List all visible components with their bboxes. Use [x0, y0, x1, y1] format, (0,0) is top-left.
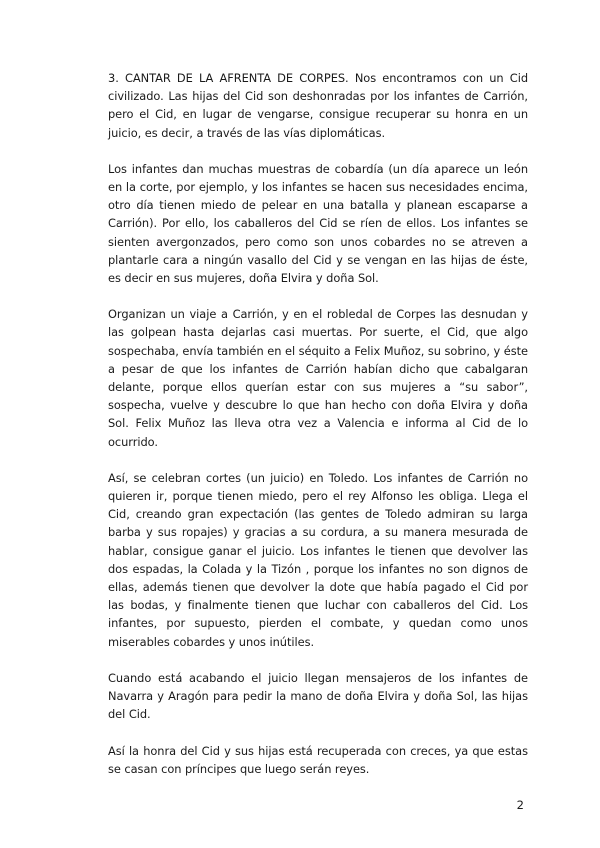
paragraph-mensajeros: Cuando está acabando el juicio llegan mensajeros de los infantes de Navarra y Aragón para pedir la mano de doña Elvira y doña Sol, las hijas del Cid.	[108, 670, 528, 722]
paragraph-cortes-toledo: Así, se celebran cortes (un juicio) en Toledo. Los infantes de Carrión no quieren ir, porque tienen miedo, pero el rey Alfonso les obliga. Llega el Cid, creando gran expectación (las gentes de Toledo admiran su larga barba y sus ropajes) y gracias a su cordura, a su manera mesurada de hablar, consigue ganar el juicio. Los infantes le tienen que devolver las dos espadas, la Colada y la Tizón , porque los infantes no son dignos de ellas, además tienen que devolver la dote que había pagado el Cid por las bodas, y finalmente tienen que luchar con caballeros del Cid. Los infantes, por supuesto, pierden el combate, y quedan como unos miserables cobardes y unos inútiles.	[108, 470, 528, 649]
paragraph-cobardia: Los infantes dan muchas muestras de cobardía (un día aparece un león en la corte, por ejemplo, y los infantes se hacen sus necesidades encima, otro día tienen miedo de pelear en una batalla y planean escaparse a Carrión). Por ello, los caballeros del Cid se ríen de ellos. Los infantes se sienten avergonzados, pero como son unos cobardes no se atreven a plantarle cara a ningún vasallo del Cid y se vengan en las hijas de éste, es decir en sus mujeres, doña Elvira y doña Sol.	[108, 161, 528, 286]
paragraph-robledal-corpes: Organizan un viaje a Carrión, y en el robledal de Corpes las desnudan y las golpean hasta dejarlas casi muertas. Por suerte, el Cid, que algo sospechaba, envía también en el séquito a Felix Muñoz, su sobrino, y éste a pesar de que los infantes de Carrión habían dicho que cabalgaran delante, porque ellos querían estar con sus mujeres a “su sabor”, sospecha, vuelve y descubre lo que han hecho con doña Elvira y doña Sol. Felix Muñoz las lleva otra vez a Valencia e informa al Cid de lo ocurrido.	[108, 307, 528, 449]
page-number: 2	[516, 798, 524, 812]
paragraph-afrenta-intro: 3. CANTAR DE LA AFRENTA DE CORPES. Nos encontramos con un Cid civilizado. Las hijas del Cid son deshonradas por los infantes de Carrión, pero el Cid, en lugar de vengarse, consigue recuperar su honra en un juicio, es decir, a través de las vías diplomáticas.	[108, 71, 528, 140]
document-body	[108, 69, 528, 796]
paragraph-honra-recuperada: Así la honra del Cid y sus hijas está recuperada con creces, ya que estas se casan con príncipes que luego serán reyes.	[108, 743, 528, 776]
